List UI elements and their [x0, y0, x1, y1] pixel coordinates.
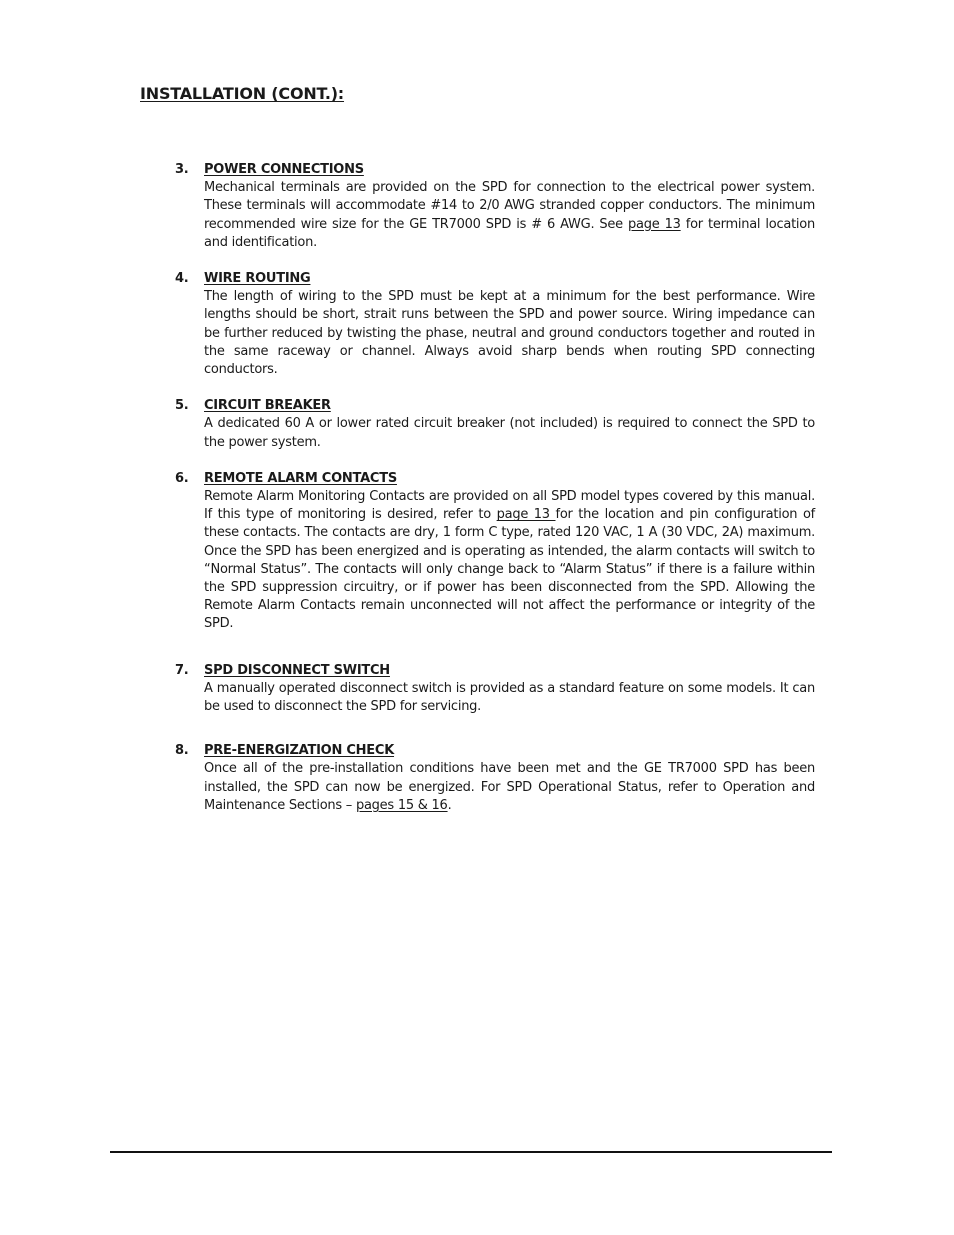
installation-steps-list [175, 161, 815, 815]
section-power-connections [175, 161, 815, 252]
section-heading: SPD DISCONNECT SWITCH [204, 662, 390, 678]
section-body: Once all of the pre-installation conditions have been met and the GE TR7000 SPD has been installed, the SPD can now be energized. For SPD Operational Status, refer to Operation and Maintenance Sections – pages 15 & 16. [204, 761, 815, 813]
pages-15-16-link[interactable]: pages 15 & 16 [355, 797, 448, 813]
section-circuit-breaker [175, 397, 815, 452]
section-number: 3. [175, 162, 189, 177]
section-number: 7. [175, 662, 189, 678]
section-number: 5. [175, 398, 189, 414]
section-body: Remote Alarm Monitoring Contacts are provided on all SPD model types covered by this manual. If this type of monitoring is desired, refer to page 13 for the location and pin configuration of these contacts. The contacts are dry, 1 form C type, rated 120 VAC, 1 A (30 VDC, 2A) maximum. Once the SPD has been energized and is operating as intended, the alarm contacts will switch to “Normal Status”. The contacts will only change back to “Alarm Status” if there is a failure within the SPD suppression circuitry, or if power has been disconnected from the SPD. Allowing the Remote Alarm Contacts remain unconnected will not affect the performance or integrity of the SPD. [204, 489, 815, 632]
section-heading: WIRE ROUTING [204, 271, 311, 287]
section-number: 4. [175, 271, 189, 287]
page-13-link[interactable]: page 13 [628, 216, 681, 232]
page-13-link[interactable]: page 13 [496, 507, 556, 523]
section-body: Mechanical terminals are provided on the SPD for connection to the electrical power system. These terminals will accommodate #14 to 2/0 AWG stranded copper conductors. The minimum recommended wire size for the GE TR7000 SPD is # 6 AWG. See page 13 for terminal location and identification. [204, 180, 815, 250]
section-body: A manually operated disconnect switch is provided as a standard feature on some models. It can be used to disconnect the SPD for servicing. [204, 680, 815, 715]
section-wire-routing [175, 270, 815, 379]
section-body: A dedicated 60 A or lower rated circuit breaker (not included) is required to connect the SPD to the power system. [204, 416, 815, 450]
section-pre-energization-check [175, 742, 815, 815]
section-heading: CIRCUIT BREAKER [204, 398, 331, 414]
section-heading: PRE-ENERGIZATION CHECK [204, 743, 395, 759]
section-spd-disconnect-switch [175, 662, 815, 717]
page-title: INSTALLATION (CONT.): [140, 84, 345, 103]
section-number: 8. [175, 743, 189, 759]
section-heading: REMOTE ALARM CONTACTS [204, 470, 397, 486]
section-body: The length of wiring to the SPD must be kept at a minimum for the best performance. Wire lengths should be short, strait runs between the SPD and power source. Wiring impedance can be further reduced by twisting the phase, neutral and ground conductors together and routed in the same raceway or channel. Always avoid sharp bends when routing SPD connecting conductors. [204, 289, 815, 378]
section-number: 6. [175, 470, 189, 486]
footer-divider [110, 1151, 832, 1153]
section-remote-alarm-contacts [175, 470, 815, 634]
section-heading: POWER CONNECTIONS [204, 162, 364, 177]
